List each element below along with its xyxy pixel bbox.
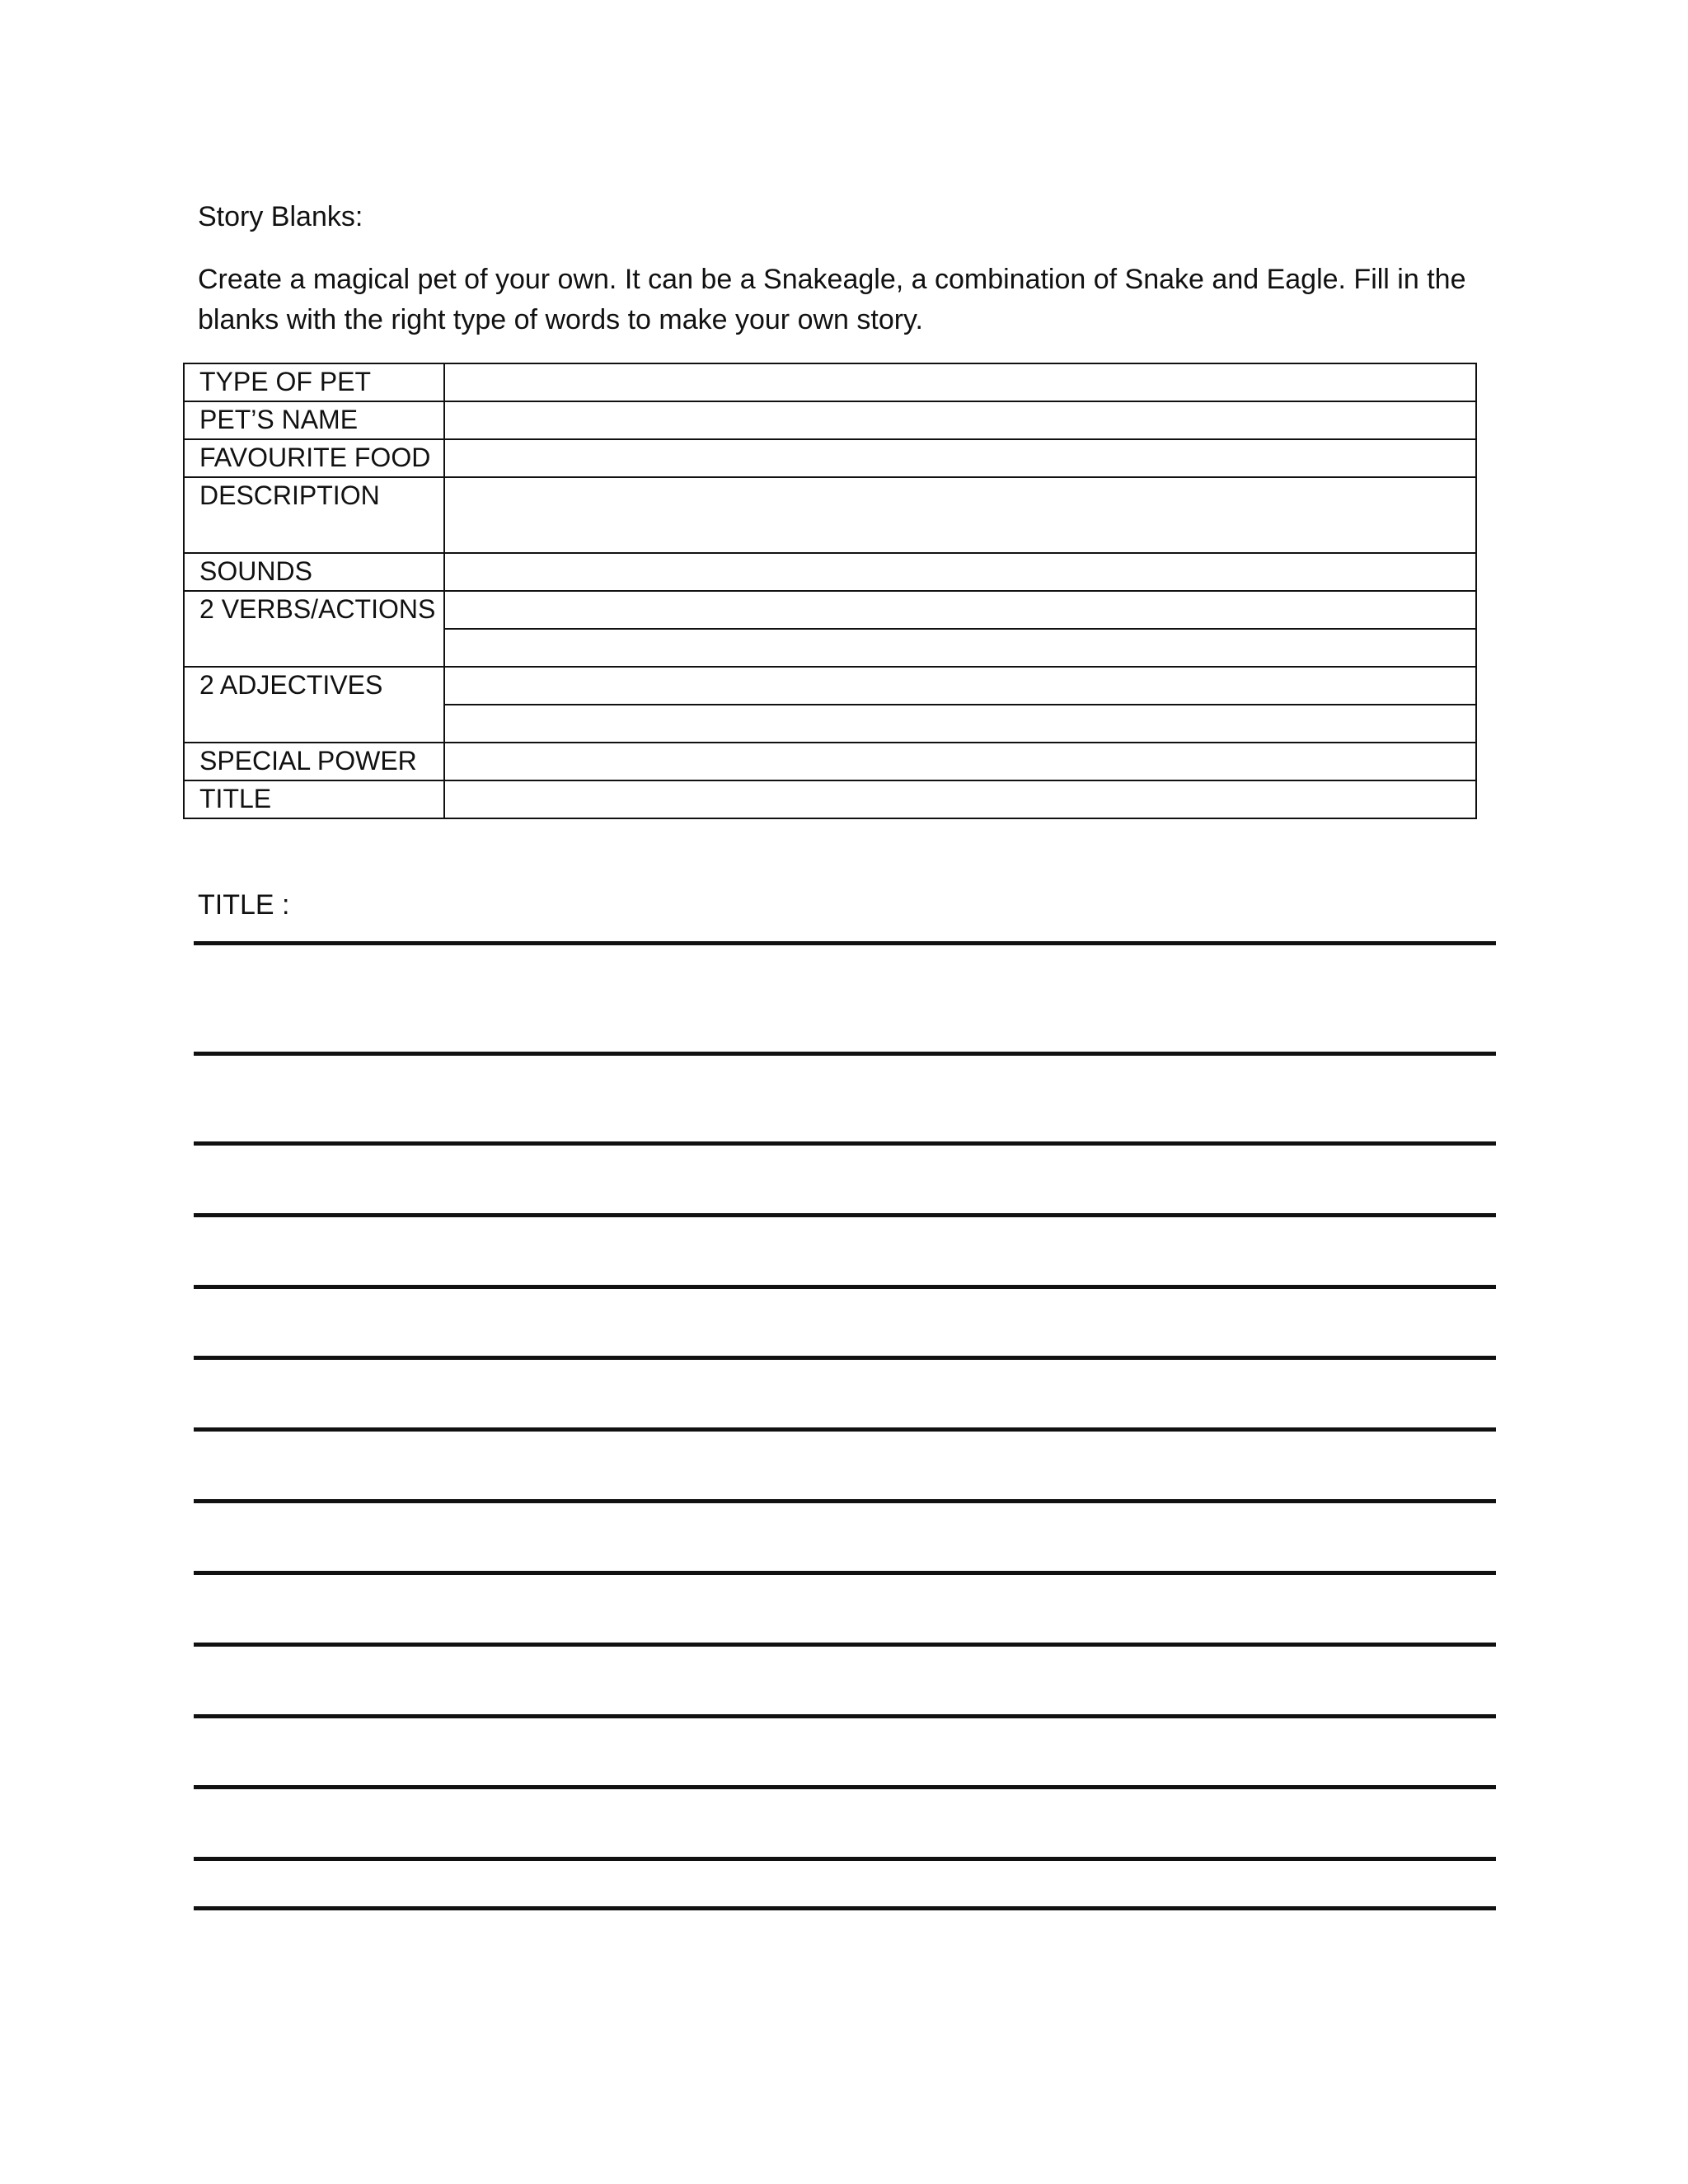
- writing-line: [194, 1857, 1496, 1861]
- writing-line: [194, 1785, 1496, 1789]
- writing-line: [194, 941, 1496, 945]
- row-label-sounds: SOUNDS: [184, 553, 444, 591]
- writing-line: [194, 1499, 1496, 1503]
- instructions-text: Create a magical pet of your own. It can be a Snakeagle, a combination of Snake and Eagle. Fill in the blanks with the right type of words to make your own story.: [198, 264, 1466, 335]
- row-label-special-power: SPECIAL POWER: [184, 743, 444, 780]
- writing-line: [194, 1714, 1496, 1718]
- worksheet-heading: Story Blanks:: [198, 201, 363, 232]
- row-label-favourite-food: FAVOURITE FOOD: [184, 439, 444, 477]
- writing-line: [194, 1906, 1496, 1910]
- writing-line: [194, 1213, 1496, 1217]
- writing-line: [194, 1571, 1496, 1575]
- row-label-description: DESCRIPTION: [184, 477, 444, 553]
- row-label-pets-name: PET’S NAME: [184, 401, 444, 439]
- story-writing-area[interactable]: [194, 0, 1496, 2184]
- story-title-label: TITLE :: [198, 889, 290, 921]
- writing-line: [194, 1356, 1496, 1360]
- row-label-verbs: 2 VERBS/ACTIONS: [184, 591, 444, 667]
- writing-line: [194, 1052, 1496, 1056]
- row-label-title: TITLE: [184, 780, 444, 818]
- writing-line: [194, 1427, 1496, 1432]
- writing-line: [194, 1141, 1496, 1146]
- row-label-type-of-pet: TYPE OF PET: [184, 363, 444, 401]
- writing-line: [194, 1643, 1496, 1647]
- row-label-adjectives: 2 ADJECTIVES: [184, 667, 444, 743]
- writing-line: [194, 1285, 1496, 1289]
